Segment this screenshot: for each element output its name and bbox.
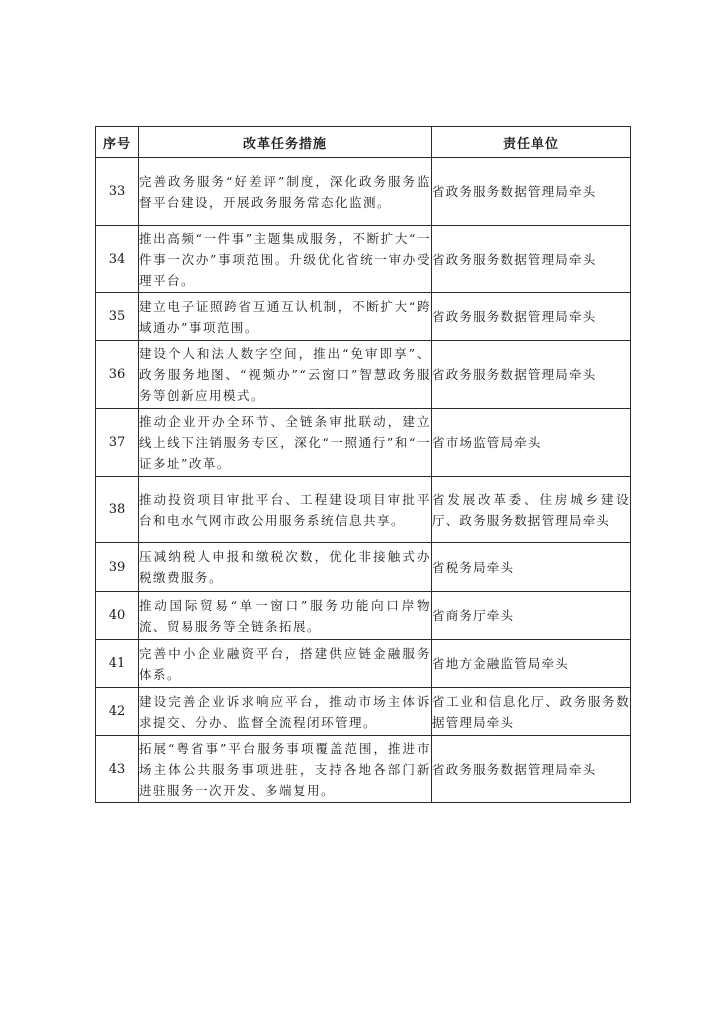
- row-unit: 省商务厅牵头: [432, 592, 631, 640]
- table-row: [96, 226, 631, 293]
- row-number: 38: [96, 477, 139, 543]
- table-row: [96, 293, 631, 341]
- table-row: [96, 592, 631, 640]
- row-number: 43: [96, 736, 139, 803]
- table-row: [96, 543, 631, 592]
- row-measure: 压减纳税人申报和缴税次数，优化非接触式办税缴费服务。: [139, 543, 432, 592]
- row-measure: 建设完善企业诉求响应平台，推动市场主体诉求提交、分办、监督全流程闭环管理。: [139, 688, 432, 736]
- table-row: [96, 158, 631, 226]
- header-serial-number: 序号: [96, 127, 139, 158]
- row-measure: 完善政务服务“好差评”制度，深化政务服务监督平台建设，开展政务服务常态化监测。: [139, 158, 432, 226]
- row-measure: 建设个人和法人数字空间，推出“免审即享”、政务服务地图、“视频办”“云窗口”智慧政务服务等创新应用模式。: [139, 341, 432, 409]
- row-unit: 省政务服务数据管理局牵头: [432, 226, 631, 293]
- row-unit: 省政务服务数据管理局牵头: [432, 158, 631, 226]
- row-number: 36: [96, 341, 139, 409]
- table-row: [96, 640, 631, 688]
- row-measure: 推动国际贸易“单一窗口”服务功能向口岸物流、贸易服务等全链条拓展。: [139, 592, 432, 640]
- row-number: 35: [96, 293, 139, 341]
- row-number: 33: [96, 158, 139, 226]
- row-measure: 完善中小企业融资平台，搭建供应链金融服务体系。: [139, 640, 432, 688]
- row-measure: 拓展“粤省事”平台服务事项覆盖范围，推进市场主体公共服务事项进驻，支持各地各部门新进驻服务一次开发、多端复用。: [139, 736, 432, 803]
- row-measure: 推动投资项目审批平台、工程建设项目审批平台和电水气网市政公用服务系统信息共享。: [139, 477, 432, 543]
- table-row: [96, 736, 631, 803]
- row-measure: 建立电子证照跨省互通互认机制，不断扩大“跨域通办”事项范围。: [139, 293, 432, 341]
- row-unit: 省市场监管局牵头: [432, 409, 631, 477]
- row-number: 42: [96, 688, 139, 736]
- row-number: 34: [96, 226, 139, 293]
- reform-task-table: [95, 126, 631, 803]
- row-number: 40: [96, 592, 139, 640]
- header-reform-measures: 改革任务措施: [139, 127, 432, 158]
- row-unit: 省政务服务数据管理局牵头: [432, 736, 631, 803]
- row-number: 41: [96, 640, 139, 688]
- row-unit: 省政务服务数据管理局牵头: [432, 341, 631, 409]
- table-row: [96, 341, 631, 409]
- row-number: 39: [96, 543, 139, 592]
- row-unit: 省发展改革委、住房城乡建设厅、政务服务数据管理局牵头: [432, 477, 631, 543]
- row-unit: 省税务局牵头: [432, 543, 631, 592]
- row-measure: 推动企业开办全环节、全链条审批联动，建立线上线下注销服务专区，深化“一照通行”和“一证多址”改革。: [139, 409, 432, 477]
- table-row: [96, 477, 631, 543]
- row-unit: 省政务服务数据管理局牵头: [432, 293, 631, 341]
- table-header-row: [96, 127, 631, 158]
- row-unit: 省地方金融监管局牵头: [432, 640, 631, 688]
- table-row: [96, 688, 631, 736]
- row-unit: 省工业和信息化厅、政务服务数据管理局牵头: [432, 688, 631, 736]
- row-number: 37: [96, 409, 139, 477]
- table-row: [96, 409, 631, 477]
- row-measure: 推出高频“一件事”主题集成服务，不断扩大“一件事一次办”事项范围。升级优化省统一审办受理平台。: [139, 226, 432, 293]
- header-responsible-unit: 责任单位: [432, 127, 631, 158]
